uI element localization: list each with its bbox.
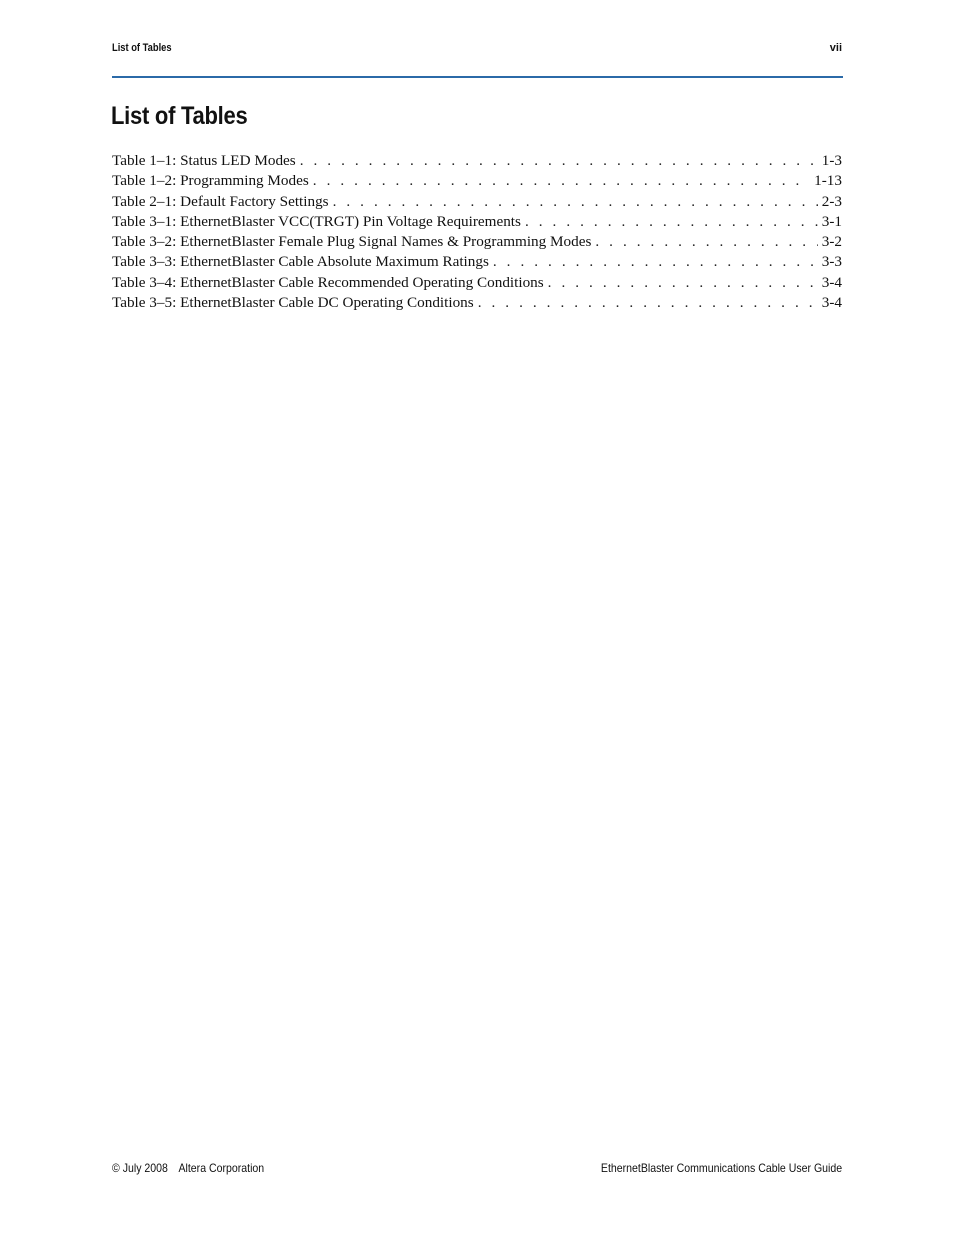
toc-entry-label: Table 1–2: Programming Modes	[112, 172, 309, 190]
toc-entry[interactable]	[112, 232, 842, 252]
toc-entry[interactable]	[112, 151, 842, 171]
dot-leader	[478, 293, 818, 313]
toc-entry-label: Table 1–1: Status LED Modes	[112, 152, 296, 169]
footer-copyright: © July 2008	[112, 1161, 168, 1175]
toc-entry-label: Table 3–2: EthernetBlaster Female Plug Signal Names & Programming Modes	[112, 233, 592, 251]
page-footer	[112, 1161, 842, 1179]
toc-entry-label: Table 3–3: EthernetBlaster Cable Absolute Maximum Ratings	[112, 253, 489, 271]
footer-doc-title: EthernetBlaster Communications Cable User Guide	[600, 1161, 842, 1175]
toc-entry-page: 1-3	[821, 152, 842, 169]
toc-entry-label: Table 3–1: EthernetBlaster VCC(TRGT) Pin Voltage Requirements	[112, 212, 521, 230]
toc-entry-page: 3-4	[821, 294, 842, 312]
table-of-contents	[112, 151, 842, 313]
toc-entry-page: 2-3	[821, 192, 842, 210]
toc-entry[interactable]	[112, 192, 842, 212]
page-title: List of Tables	[111, 102, 248, 130]
footer-company: Altera Corporation	[178, 1161, 265, 1175]
footer-left	[112, 1161, 264, 1175]
toc-entry-page: 3-4	[821, 273, 842, 291]
toc-entry[interactable]	[112, 273, 842, 293]
dot-leader	[548, 273, 818, 293]
toc-entry-page: 1-13	[814, 172, 842, 190]
toc-entry-page: 3-1	[821, 212, 842, 230]
dot-leader	[525, 212, 818, 232]
header-rule	[112, 76, 843, 78]
dot-leader	[300, 151, 818, 171]
dot-leader	[333, 192, 818, 212]
header-section-title: List of Tables	[112, 42, 172, 54]
page-header	[112, 42, 842, 60]
dot-leader	[313, 171, 810, 191]
toc-entry[interactable]	[112, 252, 842, 272]
toc-entry-page: 3-2	[821, 233, 842, 251]
toc-entry[interactable]	[112, 212, 842, 232]
dot-leader	[595, 232, 817, 252]
toc-entry-label: Table 3–4: EthernetBlaster Cable Recommended Operating Conditions	[112, 273, 544, 291]
toc-entry-page: 3-3	[821, 253, 842, 271]
dot-leader	[493, 252, 818, 272]
toc-entry-label: Table 3–5: EthernetBlaster Cable DC Operating Conditions	[112, 294, 474, 312]
header-page-number: vii	[829, 42, 842, 54]
toc-entry-label: Table 2–1: Default Factory Settings	[112, 192, 329, 210]
toc-entry[interactable]	[112, 293, 842, 313]
toc-entry[interactable]	[112, 171, 842, 191]
